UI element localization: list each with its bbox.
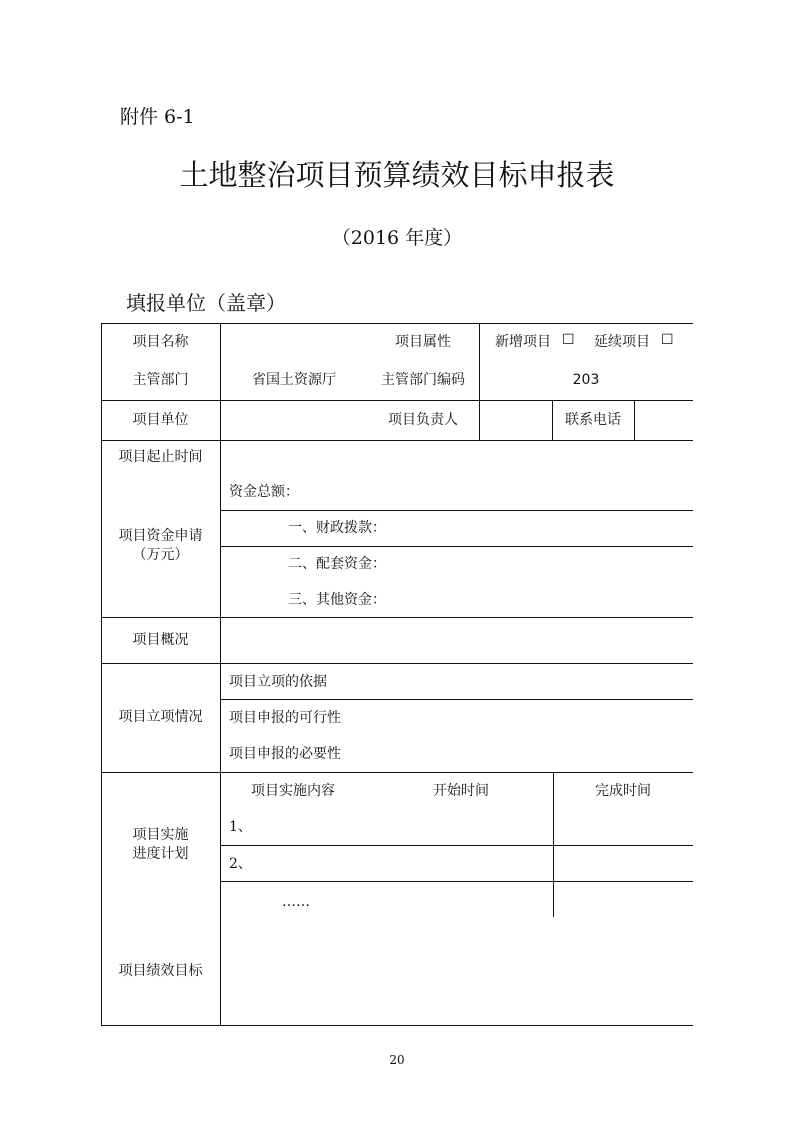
supervising-dept-value: 省国土资源厅: [252, 372, 336, 388]
fund-unit-label: （万元）: [132, 547, 189, 563]
plan-label-line1: 项目实施: [132, 827, 189, 843]
overview-label: 项目概况: [132, 632, 189, 648]
plan-ellipsis: ……: [282, 894, 310, 910]
establishment-label: 项目立项情况: [118, 709, 203, 725]
filling-unit-label: 填报单位（盖章）: [126, 291, 286, 315]
table-line: [220, 546, 693, 547]
table-line: [220, 323, 221, 1026]
table-line: [220, 845, 693, 846]
table-line: [101, 617, 693, 618]
page-number: 20: [389, 1053, 405, 1067]
dept-code-label: 主管部门编码: [381, 372, 465, 388]
plan-content-header: 项目实施内容: [251, 783, 335, 799]
supervising-dept-label: 主管部门: [132, 372, 189, 388]
table-line: [101, 440, 693, 441]
table-line: [101, 400, 693, 401]
fund-application-label: 项目资金申请: [118, 528, 203, 544]
page-title: 土地整治项目预算绩效目标申报表: [179, 158, 615, 192]
table-line: [220, 699, 693, 700]
continued-project-label: 延续项目: [594, 334, 650, 350]
necessity-label: 项目申报的必要性: [229, 746, 341, 762]
plan-item-2: 2、: [229, 856, 252, 872]
dept-code-value: 203: [572, 372, 600, 388]
fund-other-label: 三、其他资金：: [288, 592, 386, 608]
plan-finish-header: 完成时间: [595, 783, 651, 799]
year-subtitle: （2016 年度）: [331, 227, 463, 249]
table-line: [634, 400, 635, 440]
table-line: [101, 1025, 693, 1026]
fund-matching-label: 二、配套资金：: [288, 556, 386, 572]
contact-phone-label: 联系电话: [565, 412, 621, 428]
attachment-label: 附件 6-1: [120, 106, 195, 128]
plan-label-line2: 进度计划: [132, 846, 189, 862]
project-name-label: 项目名称: [132, 334, 189, 350]
plan-start-header: 开始时间: [433, 783, 489, 799]
plan-item-1: 1、: [229, 819, 252, 835]
project-attribute-label: 项目属性: [395, 334, 451, 350]
fund-fiscal-label: 一、财政拨款：: [288, 520, 386, 536]
start-end-time-label: 项目起止时间: [118, 449, 203, 465]
new-project-checkbox[interactable]: ☐: [562, 332, 575, 348]
table-line: [101, 323, 693, 324]
continued-project-checkbox[interactable]: ☐: [661, 332, 674, 348]
project-leader-label: 项目负责人: [388, 412, 458, 428]
table-line: [101, 663, 693, 664]
fund-total-label: 资金总额：: [229, 484, 299, 500]
table-line: [220, 881, 693, 882]
feasibility-label: 项目申报的可行性: [229, 710, 341, 726]
performance-goal-label: 项目绩效目标: [118, 963, 203, 979]
table-line: [101, 323, 102, 1026]
table-line: [101, 772, 693, 773]
project-unit-label: 项目单位: [132, 412, 189, 428]
table-line: [220, 510, 693, 511]
basis-label: 项目立项的依据: [229, 674, 327, 690]
new-project-label: 新增项目: [495, 334, 551, 350]
